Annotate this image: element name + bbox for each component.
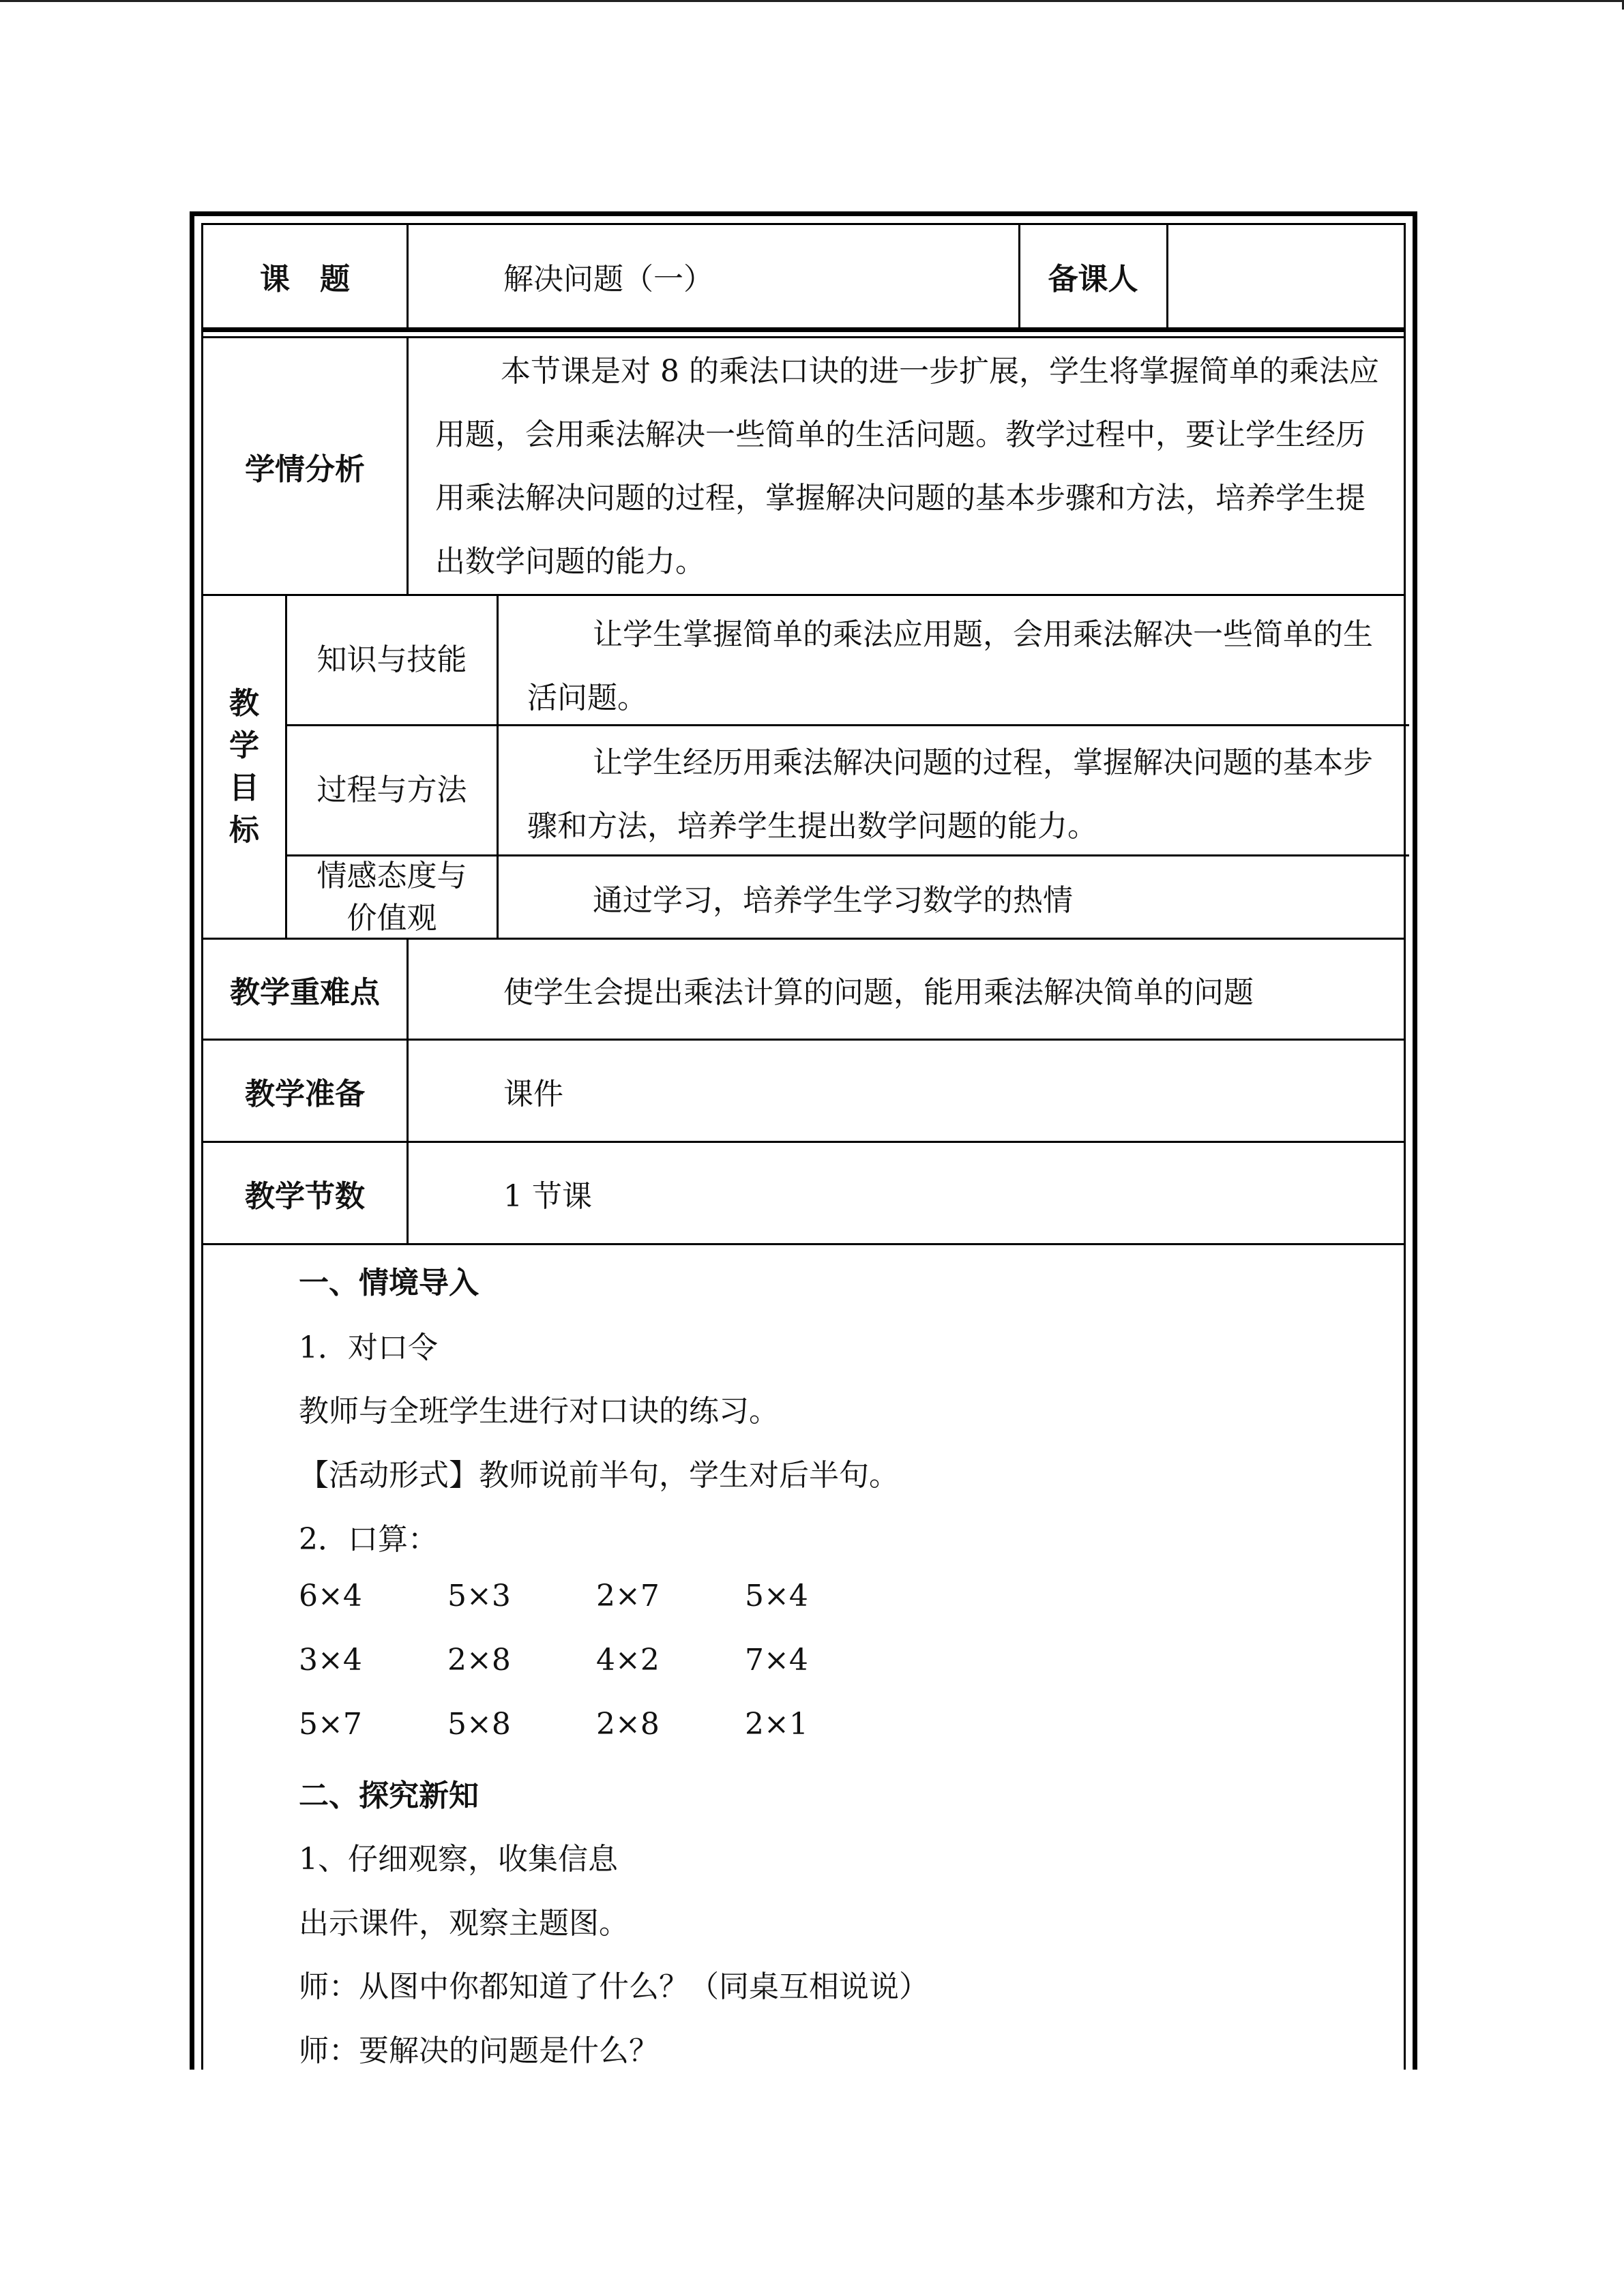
calc-item: 5×4 — [745, 1579, 808, 1613]
preparer-label: 备课人 — [1048, 262, 1138, 297]
key-points-label: 教学重难点 — [230, 974, 380, 1010]
process-text: 出示课件，观察主题图。 — [299, 1906, 629, 1941]
goals-label-char: 学 — [229, 728, 259, 763]
goal-process-label: 过程与方法 — [316, 773, 467, 807]
process-text: 师：要解决的问题是什么？ — [299, 2033, 659, 2068]
divider — [1166, 225, 1168, 327]
goals-label-char: 教 — [229, 685, 259, 721]
goals-label — [203, 596, 285, 938]
preparation-label: 教学准备 — [245, 1076, 365, 1112]
goal-attitude-label — [287, 856, 497, 938]
goal-knowledge-text: 让学生掌握简单的乘法应用题，会用乘法解决一些简单的生活问题。 — [527, 617, 1373, 715]
lesson-plan-table — [190, 211, 1417, 2070]
key-points-value: 使学生会提出乘法计算的问题，能用乘法解决简单的问题 — [503, 974, 1254, 1010]
lesson-plan-inner-frame — [201, 223, 1406, 2070]
topic-value: 解决问题（一） — [503, 262, 713, 297]
process-item: 2．口算： — [299, 1522, 438, 1557]
goal-knowledge-label: 知识与技能 — [316, 642, 467, 677]
calc-item: 2×1 — [745, 1707, 808, 1742]
section-title: 二、探究新知 — [299, 1778, 479, 1813]
process-text: 教师与全班学生进行对口诀的练习。 — [299, 1394, 779, 1429]
goals-label-char: 目 — [229, 770, 259, 805]
calc-item: 5×7 — [299, 1707, 362, 1742]
section-title: 一、情境导入 — [299, 1266, 479, 1300]
preparation-value: 课件 — [503, 1076, 563, 1112]
calc-item: 6×4 — [299, 1579, 362, 1613]
topic-label: 课 题 — [260, 262, 350, 297]
divider — [407, 338, 409, 594]
periods-label: 教学节数 — [245, 1178, 365, 1214]
process-item: 1．对口令 — [299, 1330, 438, 1365]
calc-item: 5×8 — [447, 1707, 511, 1742]
situation-text: 本节课是对 8 的乘法口诀的进一步扩展，学生将掌握简单的乘法应用题，会用乘法解决一些简单的生活问题。教学过程中，要让学生经历用乘法解决问题的过程，掌握解决问题的基本步骤和方法，培养学生提出数学问题的能力。 — [435, 354, 1379, 579]
divider — [497, 596, 499, 938]
calc-item: 7×4 — [745, 1643, 808, 1678]
calc-item: 5×3 — [447, 1579, 511, 1613]
calc-item: 2×7 — [596, 1579, 660, 1613]
process-item: 1、仔细观察，收集信息 — [299, 1842, 618, 1877]
calc-item: 2×8 — [596, 1707, 660, 1742]
periods-value: 1 节课 — [503, 1178, 592, 1214]
goal-attitude-label-line2: 价值观 — [346, 900, 437, 936]
process-text: 【活动形式】教师说前半句，学生对后半句。 — [299, 1458, 899, 1493]
calc-item: 2×8 — [447, 1643, 511, 1678]
divider — [407, 940, 409, 1243]
goals-label-char: 标 — [229, 812, 259, 848]
calc-item: 4×2 — [596, 1643, 660, 1678]
goal-process-text: 让学生经历用乘法解决问题的过程，掌握解决问题的基本步骤和方法，培养学生提出数学问题的能力。 — [527, 745, 1373, 844]
goal-attitude-label-line1: 情感态度与 — [316, 858, 467, 893]
row-divider — [203, 1243, 1404, 1245]
page-top-border — [0, 0, 1624, 2]
situation-label: 学情分析 — [245, 451, 365, 487]
preparer-value — [1168, 225, 1407, 327]
divider — [407, 225, 409, 327]
calc-row — [299, 1707, 894, 1742]
header-double-rule — [203, 327, 1404, 332]
goal-attitude-text: 通过学习，培养学生学习数学的热情 — [593, 882, 1073, 918]
divider — [1018, 225, 1020, 327]
calc-row — [299, 1643, 894, 1678]
calc-item: 3×4 — [299, 1643, 362, 1678]
process-text: 师：从图中你都知道了什么？（同桌互相说说） — [299, 1969, 929, 2004]
calc-row — [299, 1579, 894, 1613]
